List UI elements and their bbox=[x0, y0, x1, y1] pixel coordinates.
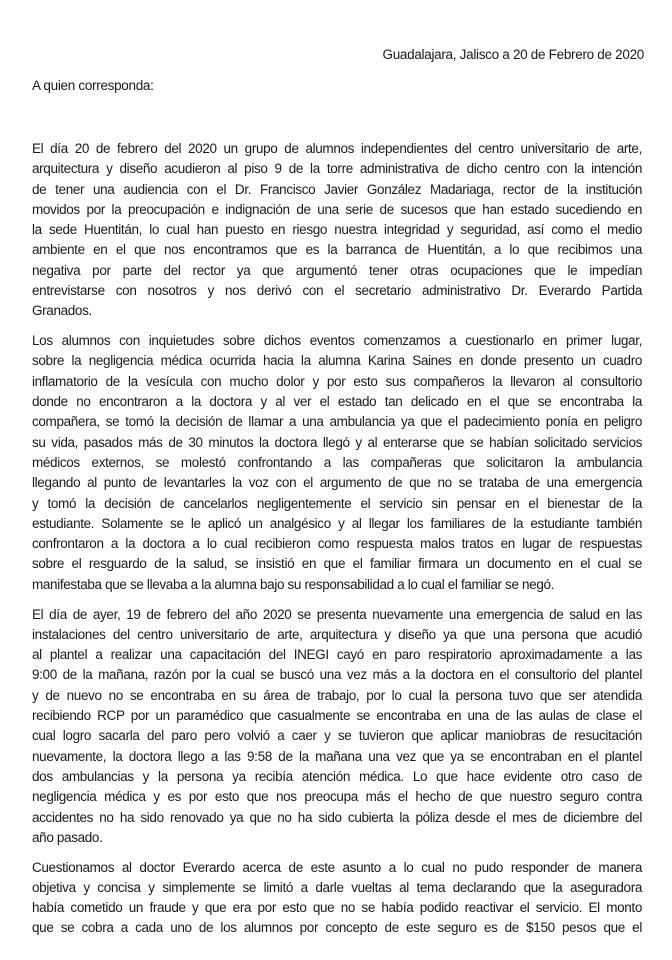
text-line: dos ambulancias y la persona ya recibía atención médica. Lo que hace evidente otro caso de bbox=[32, 768, 642, 784]
text-line: donde no encontraron a la doctora y al ver el estado tan delicado en el que se encontraba la bbox=[32, 394, 642, 410]
text-line: arquitectura y diseño acudieron al piso 9 de la torre administrativa de dicho centro con la intención bbox=[32, 161, 642, 177]
date-line: Guadalajara, Jalisco a 20 de Febrero de 2020 bbox=[382, 47, 644, 62]
text-line: año pasado. bbox=[32, 829, 103, 845]
text-line: movidos por la preocupación e indignación de una serie de sucesos que han estado sucediendo en bbox=[32, 201, 642, 217]
text-line: manifestaba que se llevaba a la alumna bajo su responsabilidad a lo cual el familiar se negó. bbox=[32, 576, 555, 592]
paragraph bbox=[32, 331, 642, 595]
text-line: 9:00 de la mañana, razón por la cual se buscó una vez más a la doctora en el consultorio del plantel bbox=[32, 667, 642, 683]
greeting: A quien corresponda: bbox=[32, 78, 154, 93]
text-line: llegando al punto de levantarles la voz con el argumento de que no se trataba de una emergencia bbox=[32, 475, 642, 491]
text-line: de tener una audiencia con el Dr. Francisco Javier González Madariaga, rector de la institución bbox=[32, 181, 642, 197]
text-line: estudiante. Solamente se le aplicó un analgésico y al llegar los familiares de la estudiante también bbox=[32, 515, 642, 531]
text-line: nuevamente, la doctora llego a las 9:58 de la mañana una vez que ya se encontraban en el plantel bbox=[32, 748, 642, 764]
text-line: recibiendo RCP por un paramédico que casualmente se encontraba en una de las aulas de clase el bbox=[32, 708, 642, 724]
text-line: Los alumnos con inquietudes sobre dichos eventos comenzamos a cuestionarlo en primer lugar, bbox=[32, 333, 642, 349]
text-line: Cuestionamos al doctor Everardo acerca de este asunto a lo cual no pudo responder de manera bbox=[32, 859, 642, 875]
paragraph bbox=[32, 605, 642, 849]
text-line: había cometido un fraude y que era por esto que no se había podido reactivar el servicio. El monto bbox=[32, 900, 642, 916]
text-line: objetiva y concisa y simplemente se limitó a darle vueltas al tema declarando que la aseguradora bbox=[32, 879, 642, 895]
paragraph bbox=[32, 858, 642, 939]
paragraph bbox=[32, 139, 642, 322]
letter-body bbox=[32, 139, 642, 948]
text-line: ambiente en el que nos encontramos que es la barranca de Huentitán, a lo que recibimos una bbox=[32, 242, 642, 258]
text-line: El día de ayer, 19 de febrero del año 2020 se presenta nuevamente una emergencia de salud en las bbox=[32, 606, 642, 622]
text-line: que se cobra a cada uno de los alumnos por concepto de este seguro es de $150 pesos que el bbox=[32, 920, 642, 936]
text-line: El día 20 de febrero del 2020 un grupo de alumnos independientes del centro universitario de arte, bbox=[32, 141, 642, 156]
text-line: confrontaron a la doctora a lo cual recibieron como respuesta malos tratos en lugar de respuestas bbox=[32, 536, 642, 552]
text-line: y de nuevo no se encontraba en su área de trabajo, por lo cual la persona tuvo que ser atendida bbox=[32, 687, 642, 703]
text-line: Granados. bbox=[32, 303, 92, 319]
text-line: la sede Huentitán, lo cual han puesto en riesgo nuestra integridad y seguridad, así como el medio bbox=[32, 222, 642, 238]
text-line: negligencia médica y es por esto que nos preocupa más el hecho de que nuestro seguro contra bbox=[32, 789, 642, 805]
text-line: al plantel a realizar una capacitación del INEGI cayó en paro respiratorio aproximadamente a las bbox=[32, 647, 642, 663]
text-line: cual logro sacarla del paro pero volvió a caer y se tuvieron que aplicar maniobras de resucitación bbox=[32, 728, 642, 744]
text-line: entrevistarse con nosotros y nos derivó con el secretario administrativo Dr. Everardo Partida bbox=[32, 283, 642, 299]
text-line: sobre la negligencia médica ocurrida hacia la alumna Karina Saines en donde presento un cuadro bbox=[32, 353, 642, 369]
text-line: instalaciones del centro universitario de arte, arquitectura y diseño ya que una persona que acudió bbox=[32, 626, 642, 642]
text-line: y tomó la decisión de cancelarlos negligentemente el servicio sin pensar en el bienestar de la bbox=[32, 495, 642, 511]
text-line: inflamatorio de la vesícula con mucho dolor y por esto sus compañeros la llevaron al consultorio bbox=[32, 373, 642, 389]
text-line: su vida, pasados más de 30 minutos la doctora llegó y al enterarse que se habían solicitado servicios bbox=[32, 434, 642, 450]
text-line: médicos externos, se molestó confrontando a las compañeras que solicitaron la ambulancia bbox=[32, 454, 642, 470]
text-line: compañera, se tomó la decisión de llamar a una ambulancia ya que el padecimiento ponía en peligro bbox=[32, 414, 642, 430]
text-line: accidentes no ha sido renovado ya que no ha sido cubierta la póliza desde el mes de diciembre del bbox=[32, 809, 642, 825]
text-line: negativa por parte del rector ya que argumentó tener otras ocupaciones que le impedían bbox=[32, 262, 642, 278]
text-line: sobre el resguardo de la salud, se insistió en que el familiar firmara un documento en el cual se bbox=[32, 556, 642, 572]
